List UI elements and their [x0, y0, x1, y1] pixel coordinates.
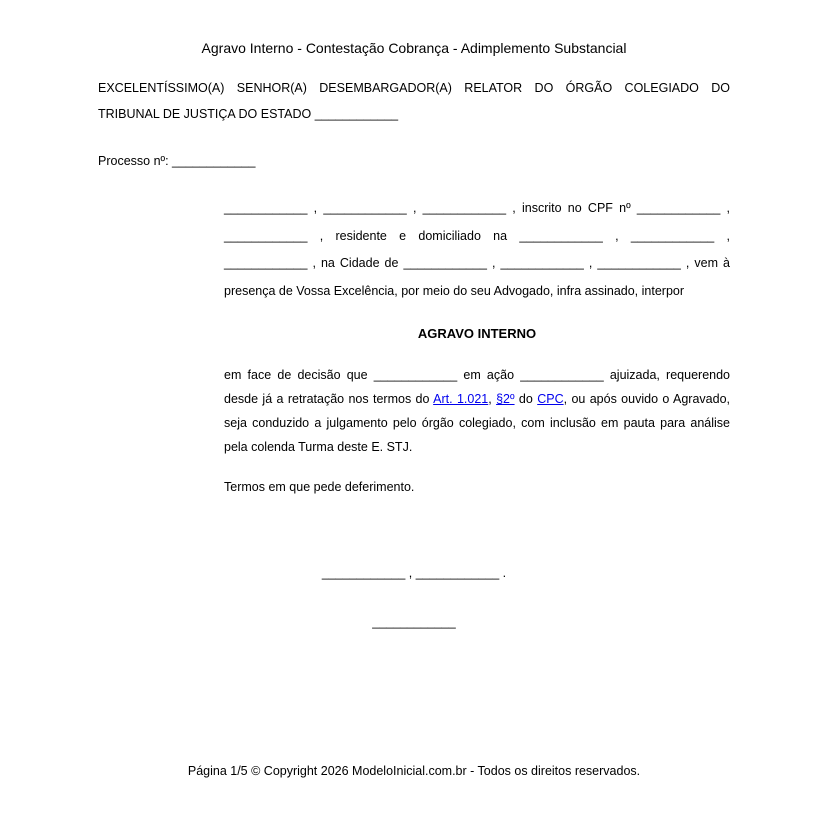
petition-separator-1: ,: [488, 392, 497, 406]
link-cpc[interactable]: CPC: [537, 392, 564, 406]
qualification-paragraph: ____________ , ____________ , ____________ , inscrito no CPF nº ____________ , ____________ , residente e domiciliado na ____________ , ____________ , ____________ , na Cidade de ____________ , ____________ , ____________ , vem à presença de Vossa Excelência, por meio do seu Advogado, infra assinado, interpor: [224, 201, 730, 298]
petition-text-2: , ou após ouvido o Agravado, seja conduzido a julgamento pelo órgão colegiado, com inclusão em pauta para análise pela colenda Turma deste E. STJ.: [224, 392, 730, 454]
link-art-1021[interactable]: Art. 1.021: [433, 392, 489, 406]
petition-heading: AGRAVO INTERNO: [417, 326, 537, 341]
petition-paragraph: [224, 363, 730, 459]
closing-line: Termos em que pede deferimento.: [224, 480, 415, 494]
petition-text-1: em face de decisão que ____________ em ação ____________ ajuizada, requerendo desde já a retratação nos termos do: [224, 368, 730, 406]
place-date-line: ____________ , ____________ .: [321, 566, 507, 580]
document-title: Agravo Interno - Contestação Cobrança - Adimplemento Substancial: [201, 40, 627, 56]
petition-separator-2: do: [514, 392, 538, 406]
link-paragraph-2[interactable]: §2º: [496, 392, 515, 406]
page-footer: Página 1/5 © Copyright 2026 ModeloInicial.com.br - Todos os direitos reservados.: [187, 764, 641, 778]
process-number-line: Processo nº: ____________: [98, 154, 256, 168]
petition-body: [224, 195, 730, 495]
signature-line: ____________: [372, 615, 456, 629]
vocative-paragraph: EXCELENTÍSSIMO(A) SENHOR(A) DESEMBARGADOR(A) RELATOR DO ÓRGÃO COLEGIADO DO TRIBUNAL DE JUSTIÇA DO ESTADO ____________: [98, 81, 730, 121]
